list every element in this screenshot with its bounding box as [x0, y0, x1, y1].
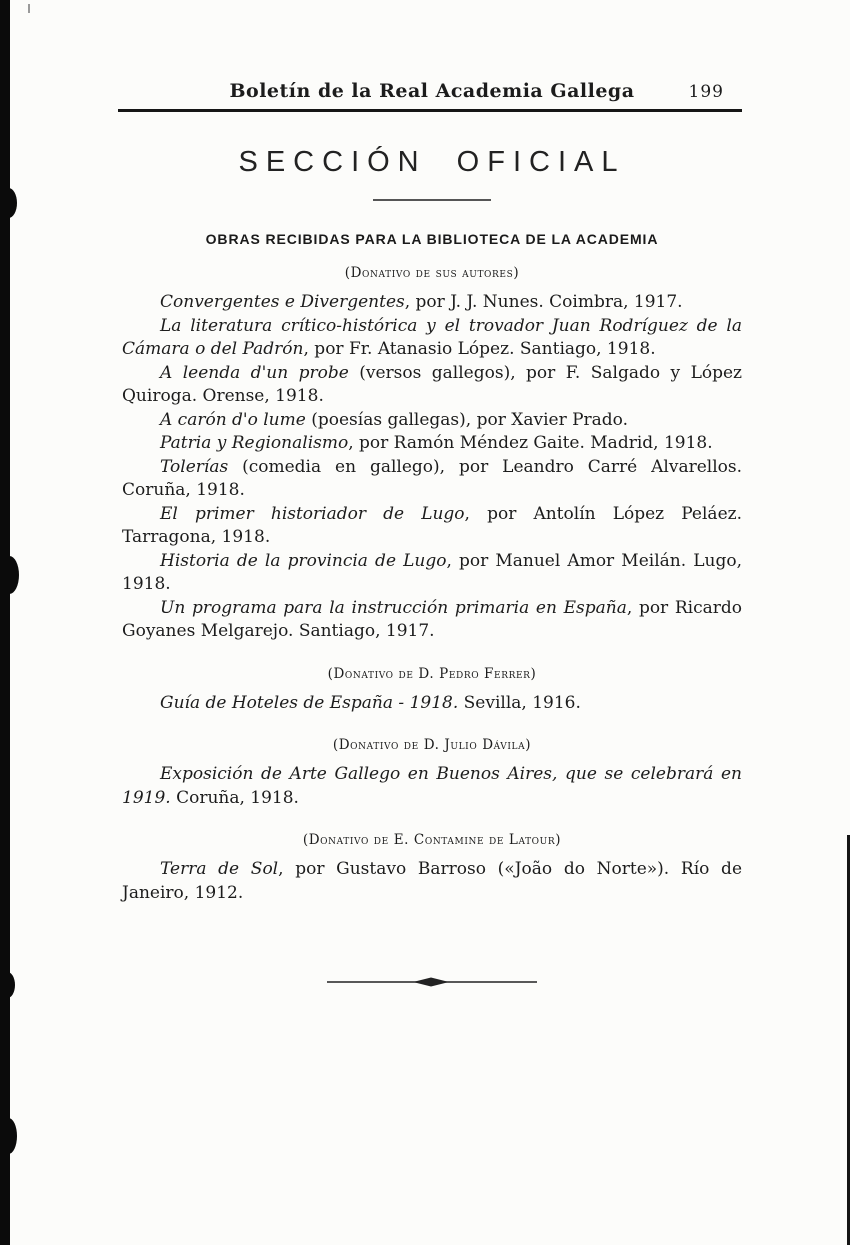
journal-header — [122, 80, 742, 112]
entry-details: , por J. J. Nunes. Coimbra, 1917. — [404, 292, 683, 312]
entry-details: Sevilla, 1916. — [458, 692, 581, 713]
scan-blob — [0, 1118, 17, 1154]
list-heading: OBRAS RECIBIDAS PARA LA BIBLIOTECA DE LA ACADEMIA — [205, 231, 659, 247]
scan-blob — [0, 188, 17, 218]
text-block — [122, 80, 742, 992]
entry-details: , por Manuel Amor Meilán. Lugo, 1918. — [122, 550, 742, 594]
book-entry — [122, 692, 742, 716]
section-divider — [122, 973, 742, 992]
book-title: Un programa para la instrucción primaria en España — [160, 597, 627, 618]
section-title: SECCIÓN OFICIAL — [238, 146, 626, 178]
entry-group — [122, 692, 742, 716]
book-entry — [122, 503, 742, 550]
book-title: Exposición de Arte Gallego en Buenos Aires, que se celebrará en 1919. — [122, 764, 742, 808]
divider-ornament-icon — [327, 976, 537, 988]
donor-heading: (Donativo de D. Pedro Ferrer) — [327, 665, 537, 682]
book-title: A leenda d'un probe — [160, 362, 349, 383]
book-title: A carón d'o lume — [160, 409, 306, 430]
page-number: 199 — [688, 82, 724, 102]
book-title: Historia de la provincia de Lugo — [160, 550, 447, 571]
book-entry — [122, 409, 742, 433]
book-entry — [122, 597, 742, 644]
entry-group — [122, 763, 742, 810]
book-title: Convergentes e Divergentes — [160, 292, 405, 312]
entry-details: (comedia en gallego), por Leandro Carré Alvarellos. Coruña, 1918. — [122, 456, 742, 500]
scan-blob — [0, 556, 19, 594]
scan-blob — [0, 972, 15, 998]
book-entry — [122, 550, 742, 597]
entry-details: , por Fr. Atanasio López. Santiago, 1918. — [303, 339, 656, 359]
book-entry — [122, 291, 742, 315]
book-title: El primer historiador de Lugo — [160, 503, 465, 524]
book-entry — [122, 315, 742, 362]
binding-edge-artifact — [0, 0, 10, 1245]
scan-corner-mark — [28, 4, 30, 13]
entry-group — [122, 858, 742, 905]
book-title: La literatura crítico-histórica y el trovador Juan Rodríguez de la Cámara o del Padrón — [122, 315, 742, 359]
donor-heading: (Donativo de D. Julio Dávila) — [332, 737, 532, 753]
book-entry — [122, 432, 742, 456]
entry-group — [122, 291, 742, 644]
entry-details: , por Ramón Méndez Gaite. Madrid, 1918. — [348, 433, 713, 453]
entry-details: Coruña, 1918. — [170, 787, 299, 808]
title-rule — [373, 199, 491, 201]
book-entry — [122, 763, 742, 810]
header-rule — [118, 109, 742, 112]
book-title: Patria y Regionalismo — [160, 433, 349, 453]
entry-details: , por Ricardo Goyanes Melgarejo. Santiago, 1917. — [122, 597, 743, 641]
book-entry — [122, 456, 742, 503]
donor-heading: (Donativo de E. Contamine de Latour) — [302, 832, 562, 848]
entry-details: , por Gustavo Barroso («João do Norte»). Río de Janeiro, 1912. — [122, 859, 742, 903]
entry-details: , por Antolín López Peláez. Tarragona, 1918. — [122, 503, 742, 547]
entry-details: (versos gallegos), por F. Salgado y López Quiroga. Orense, 1918. — [122, 362, 742, 406]
book-entry — [122, 858, 742, 905]
journal-title: Boletín de la Real Academia Gallega — [229, 80, 635, 102]
book-title: Terra de Sol — [160, 859, 279, 879]
donor-heading: (Donativo de sus autores) — [344, 265, 520, 281]
book-title: Guía de Hoteles de España - 1918. — [160, 692, 459, 713]
book-entry — [122, 362, 742, 409]
entry-details: (poesías gallegas), por Xavier Prado. — [305, 409, 629, 430]
book-title: Tolerías — [160, 456, 229, 477]
